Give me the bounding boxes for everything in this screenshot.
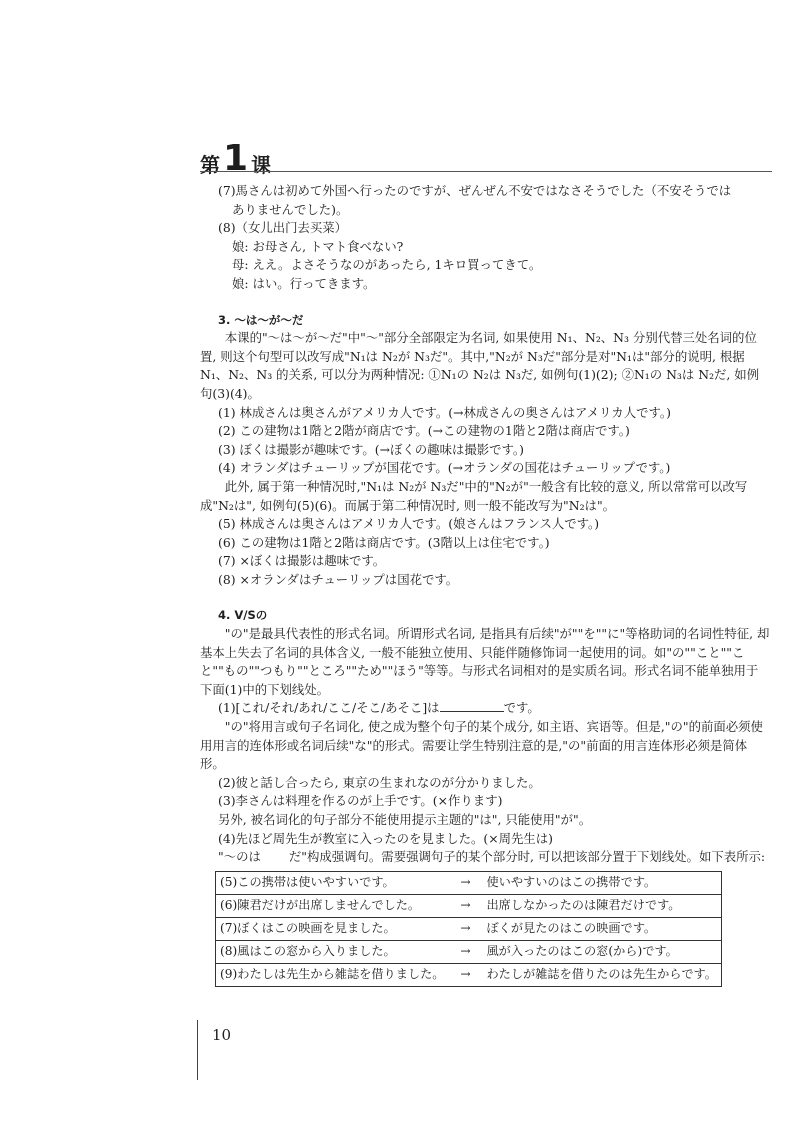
table-cell-emphasized: 出席しなかったのは陳君だけです。: [482, 894, 721, 917]
fill-blank: [440, 700, 504, 712]
table-row: [216, 894, 722, 917]
table-row: [216, 871, 722, 894]
lesson-number: 1: [223, 138, 249, 179]
page-number-rule: [197, 1020, 198, 1080]
dialog-line-1: 娘: お母さん, トマト食べない?: [232, 238, 404, 254]
arrow-icon: →: [448, 963, 482, 986]
table-row: [216, 940, 722, 963]
section-4-example-2: (2)彼と話し合ったら, 東京の生まれなのが分かりました。: [218, 774, 541, 790]
section-3-example-6: (6) この建物は1階と2階は商店です。(3階以上は住宅です。): [218, 534, 550, 550]
section-4-paragraph-3: 另外, 被名词化的句子部分不能使用提示主题的"は", 只能使用"が"。: [218, 812, 592, 827]
table-cell-original: (9)わたしは先生から雑誌を借りました。: [216, 963, 449, 986]
section-4-paragraph-4-end: だ"构成强调句。需要强调句子的某个部分时, 可以把该部分置于下划线处。如下表所示:: [288, 849, 766, 865]
section-3-example-4: (4) オランダはチューリップが国花です。(→オランダの国花はチューリップです。): [218, 460, 671, 476]
section-4-paragraph-1: "の"是最具代表性的形式名词。所谓形式名词, 是指具有后续"が""を""に"等格助词的名词性特征, 却基本上失去了名词的具体含义, 一般不能独立使用、只能伴随修饰词一起使用的词。如"の""こと""こと""もの""つもり""ところ""ため""ほう"等等。与形式名词相对的是实质名词。形式名词不能单独用于下面(1)中的下划线处。: [200, 626, 770, 697]
section-3-example-2: (2) この建物は1階と2階が商店です。(→この建物の1階と2階は商店です。): [218, 423, 630, 439]
table-cell-original: (5)この携帯は使いやすいです。: [216, 871, 449, 894]
section-3-example-5: (5) 林成さんは奥さんはアメリカ人です。(娘さんはフランス人です。): [218, 516, 600, 532]
section-4-paragraph-4: [200, 848, 770, 867]
section-4-example-4: (4)先ほど周先生が教室に入ったのを見ました。(×周先生は): [218, 830, 553, 846]
section-4-paragraph-2: "の"将用言或句子名词化, 使之成为整个句子的某个成分, 如主语、宾语等。但是,"の"的前面必须使用用言的连体形或名词后续"な"的形式。需要让学生特别注意的是,"の"前面的用言连体形必须是简体形。: [200, 719, 763, 772]
example-8: (8)（女儿出门去买菜）: [218, 220, 348, 236]
section-4-example-1: [200, 699, 770, 718]
arrow-icon: →: [448, 871, 482, 894]
table-row: [216, 963, 722, 986]
table-row: [216, 917, 722, 940]
table-cell-original: (8)風はこの窓から入りました。: [216, 940, 449, 963]
table-cell-emphasized: わたしが雑誌を借りたのは先生からです。: [482, 963, 721, 986]
section-3-paragraph-1: 本课的"～は～が～だ"中"～"部分全部限定为名词, 如果使用 N₁、N₂、N₃ 分别代替三处名词的位置, 则这个句型可以改写成"N₁は N₂が N₃だ"。其中,"N₂が N₃だ"部分是对"N₁は"部分的说明, 根据 N₁、N₂、N₃ 的关系, 可以分为两种情况: ①N₁の N₂は N₃だ, 如例句(1)(2); ②N₁の N₃は N₂だ, 如例句(3)(4)。: [200, 330, 760, 401]
section-3-paragraph-2: 此外, 属于第一种情况时,"N₁は N₂が N₃だ"中的"N₂が"一般含有比较的意义, 所以常常可以改写成"N₂は", 如例句(5)(6)。而属于第二种情况时, 则一般不能改写为"N₂は"。: [200, 478, 748, 513]
lesson-title-suffix: 课: [251, 153, 272, 177]
section-3-example-1: (1) 林成さんは奥さんがアメリカ人です。(→林成さんの奥さんはアメリカ人です。): [218, 404, 671, 420]
section-3-heading: 3. ～は～が～だ: [218, 312, 304, 327]
page-number: 10: [212, 1026, 232, 1044]
section-4-example-3: (3)李さんは料理を作るのが上手です。(×作ります): [218, 793, 503, 809]
section-4-heading: 4. V/Sの: [218, 608, 268, 623]
dialog-line-2: 母: ええ。よさそうなのがあったら, 1キロ買ってきて。: [232, 257, 542, 273]
table-cell-original: (7)ぼくはこの映画を見ました。: [216, 917, 449, 940]
header-rule: [200, 171, 772, 172]
table-cell-original: (6)陳君だけが出席しませんでした。: [216, 894, 449, 917]
table-cell-emphasized: 使いやすいのはこの携帯です。: [482, 871, 721, 894]
table-cell-emphasized: ぼくが見たのはこの映画です。: [482, 917, 721, 940]
section-4-example-1-end: です。: [503, 700, 540, 716]
table-cell-emphasized: 風が入ったのはこの窓(から)です。: [482, 940, 721, 963]
example-7-cont: ありませんでした)。: [232, 201, 349, 217]
section-4-paragraph-4-start: "～のは: [218, 849, 261, 865]
section-3-example-3: (3) ぼくは撮影が趣味です。(→ぼくの趣味は撮影です。): [218, 441, 524, 457]
example-7: (7)馬さんは初めて外国へ行ったのですが、ぜんぜん不安ではなさそうでした（不安そうでは: [218, 183, 732, 198]
page-content: [200, 182, 770, 987]
section-3-example-7: (7) ×ぼくは撮影は趣味です。: [218, 553, 386, 569]
lesson-title-prefix: 第: [200, 153, 220, 177]
dialog-line-3: 娘: はい。行ってきます。: [232, 275, 376, 291]
arrow-icon: →: [448, 894, 482, 917]
arrow-icon: →: [448, 940, 482, 963]
emphasis-table: [215, 871, 722, 987]
section-3-example-8: (8) ×オランダはチューリップは国花です。: [218, 571, 459, 587]
section-4-example-1-text: (1)[これ/それ/あれ/ここ/そこ/あそこ]は: [218, 700, 440, 716]
page-header: [200, 136, 770, 179]
arrow-icon: →: [448, 917, 482, 940]
